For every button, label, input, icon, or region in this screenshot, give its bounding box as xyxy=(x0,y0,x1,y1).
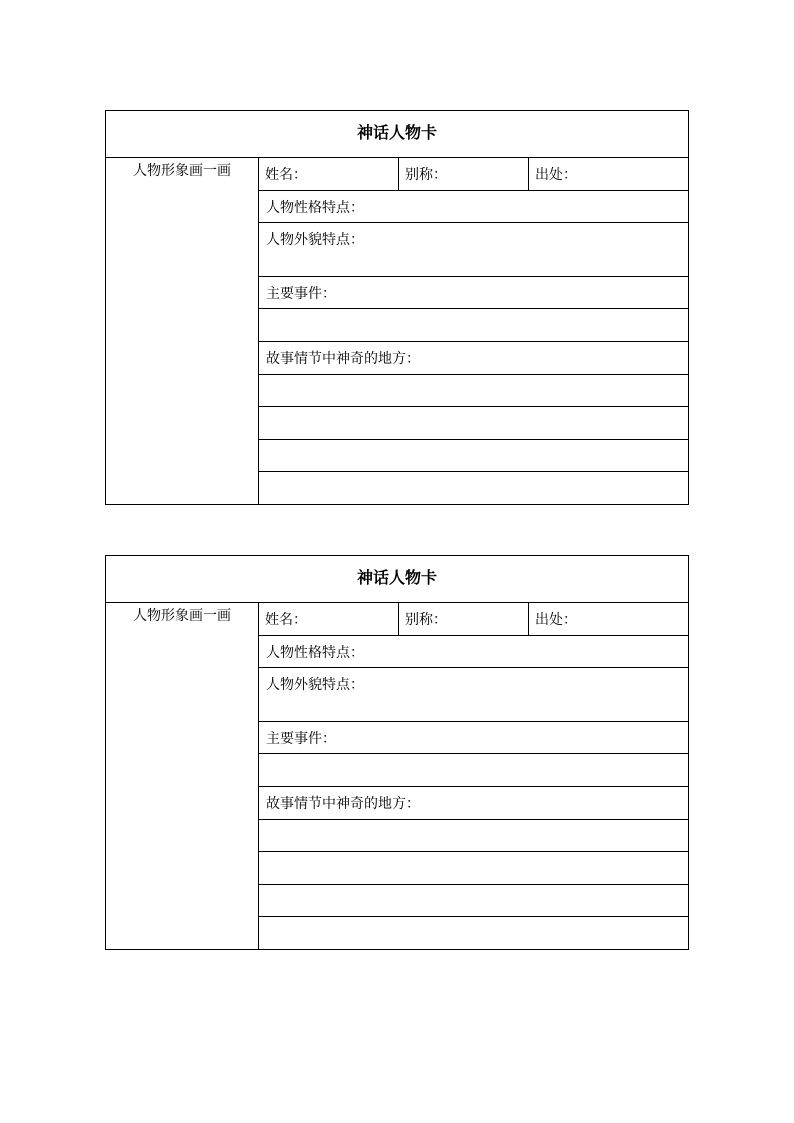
magic-blank-line[interactable] xyxy=(259,440,688,472)
magic-field[interactable] xyxy=(259,787,688,820)
events-blank-line[interactable] xyxy=(259,754,688,787)
name-field[interactable] xyxy=(259,158,399,190)
name-label: 姓名： xyxy=(265,612,307,628)
name-label: 姓名： xyxy=(265,167,307,183)
magic-label: 故事情节中神奇的地方： xyxy=(266,796,420,812)
alias-field[interactable] xyxy=(399,158,529,190)
personality-label: 人物性格特点： xyxy=(266,200,364,216)
appearance-field[interactable] xyxy=(259,668,688,722)
personality-field[interactable] xyxy=(259,636,688,668)
portrait-label: 人物形象画一画 xyxy=(133,608,231,624)
events-label: 主要事件： xyxy=(266,731,336,747)
source-label: 出处： xyxy=(535,167,577,183)
alias-label: 别称： xyxy=(405,167,447,183)
alias-label: 别称： xyxy=(405,612,447,628)
alias-field[interactable] xyxy=(399,603,529,635)
source-field[interactable] xyxy=(529,603,688,635)
identity-row xyxy=(259,158,688,191)
magic-blank-line[interactable] xyxy=(259,407,688,440)
personality-label: 人物性格特点： xyxy=(266,645,364,661)
appearance-field[interactable] xyxy=(259,223,688,277)
appearance-label: 人物外貌特点： xyxy=(266,677,364,693)
appearance-label: 人物外貌特点： xyxy=(266,232,364,248)
myth-character-card xyxy=(105,555,689,950)
magic-blank-line[interactable] xyxy=(259,375,688,407)
magic-field[interactable] xyxy=(259,342,688,375)
portrait-label: 人物形象画一画 xyxy=(133,163,231,179)
magic-blank-line[interactable] xyxy=(259,917,688,950)
myth-character-card xyxy=(105,110,689,505)
magic-blank-line[interactable] xyxy=(259,472,688,505)
card-fields xyxy=(259,158,688,504)
card-fields xyxy=(259,603,688,949)
personality-field[interactable] xyxy=(259,191,688,223)
events-label: 主要事件： xyxy=(266,286,336,302)
portrait-drawing-area[interactable] xyxy=(106,603,259,949)
portrait-drawing-area[interactable] xyxy=(106,158,259,504)
card-title: 神话人物卡 xyxy=(106,111,688,158)
source-label: 出处： xyxy=(535,612,577,628)
identity-row xyxy=(259,603,688,636)
magic-label: 故事情节中神奇的地方： xyxy=(266,351,420,367)
magic-blank-line[interactable] xyxy=(259,820,688,852)
events-blank-line[interactable] xyxy=(259,309,688,342)
name-field[interactable] xyxy=(259,603,399,635)
source-field[interactable] xyxy=(529,158,688,190)
events-field[interactable] xyxy=(259,277,688,309)
magic-blank-line[interactable] xyxy=(259,885,688,917)
magic-blank-line[interactable] xyxy=(259,852,688,885)
card-title: 神话人物卡 xyxy=(106,556,688,603)
events-field[interactable] xyxy=(259,722,688,754)
